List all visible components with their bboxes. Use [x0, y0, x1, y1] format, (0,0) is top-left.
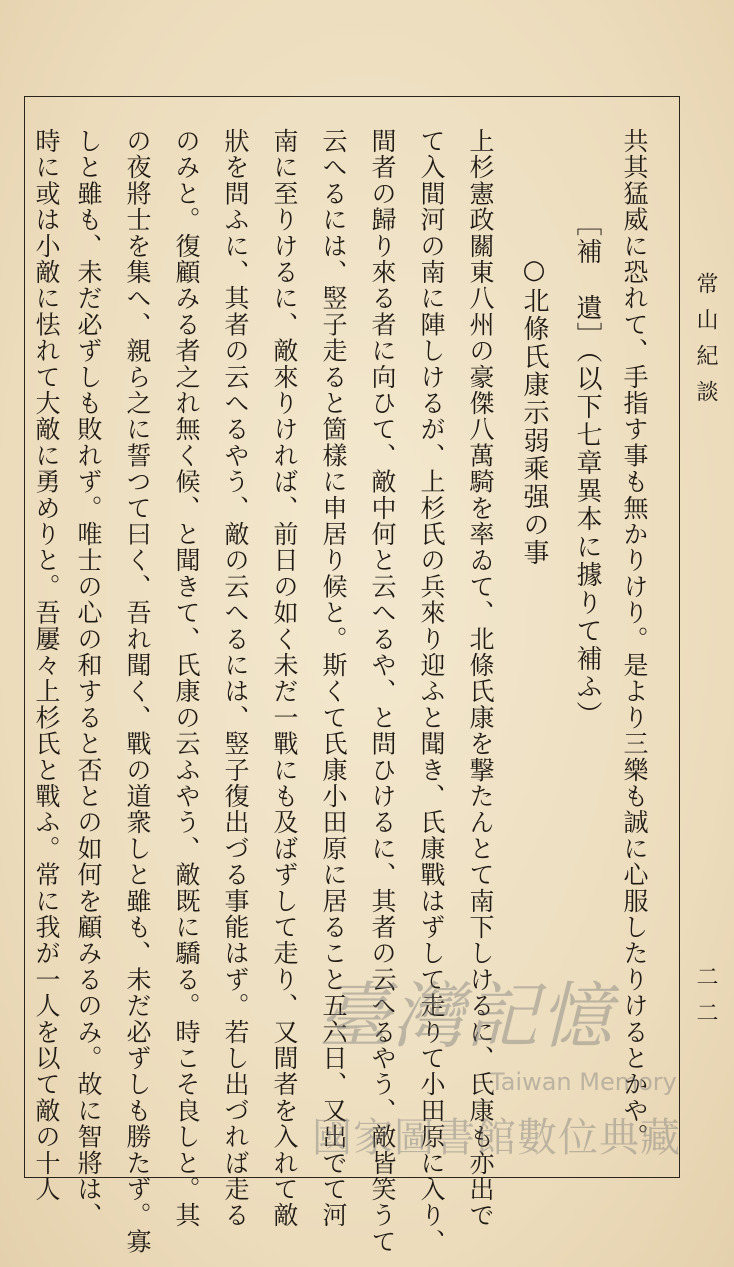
chapter-title: ○北條氏康示弱乘强の事	[519, 255, 549, 567]
text-column-11: の夜將士を集へ、親ら之に誓つて曰く、吾れ聞く、戰の道衆しと雖も、未だ必ずしも勝たず。寡	[123, 128, 152, 1255]
text-column-12: しと雖も、未だ必ずしも敗れず。唯士の心の和すると否との如何を顧みるのみ。故に智將は、	[74, 128, 103, 1229]
running-title: 常山紀談	[693, 272, 718, 416]
supplement-heading	[574, 210, 600, 729]
text-column-8: 南に至りけるに、敵來りければ、前日の如く未だ一戰にも及ばずして走り、又間者を入れて敵	[270, 128, 299, 1229]
watermark-org: 國家圖書館數位典藏	[312, 1115, 681, 1161]
text-column-4: 上杉憲政關東八州の豪傑八萬騎を率ゐて、北條氏康を撃たんとて南下しけるに、氏康も亦出で	[466, 128, 495, 1229]
text-column-13: 時に或は小敵に怯れて大敵に勇めりと。吾屢々上杉氏と戰ふ。常に我が一人を以て敵の十人	[32, 128, 61, 1203]
text-column-7: 云へるには、竪子走ると箇樣に申居り候と。斯くて氏康小田原に居ること五六日、又出でて河	[319, 128, 348, 1229]
text-column-10: のみと。復顧みる者之れ無く候、と聞きて、氏康の云ふやう、敵既に驕る。時こそ良しと。其	[172, 128, 201, 1229]
text-column-9: 狀を問ふに、其者の云へるやう、敵の云へるには、竪子復出づる事能はず。若し出づれば走る	[221, 128, 250, 1229]
supplement-label: ［補 遺］（以下七章異本に據りて補ふ）	[572, 210, 602, 729]
text-column-1: 共其猛威に恐れて、手指す事も無かりけり。是より三樂も誠に心服したりけるとかや。	[620, 128, 649, 1150]
watermark-main: 臺灣記憶	[318, 974, 615, 1058]
text-column-5: て入間河の南に陣しけるが、上杉氏の兵來り迎ふと聞き、氏康戰はずして走りて小田原に入り、	[417, 128, 446, 1255]
watermark-sub: Taiwan Memory	[490, 1068, 677, 1096]
text-column-6: 間者の歸り來る者に向ひて、敵中何と云へるや、と問ひけるに、其者の云へるやう、敵皆笑うて	[368, 128, 397, 1255]
page-number: 二二	[693, 965, 718, 1037]
